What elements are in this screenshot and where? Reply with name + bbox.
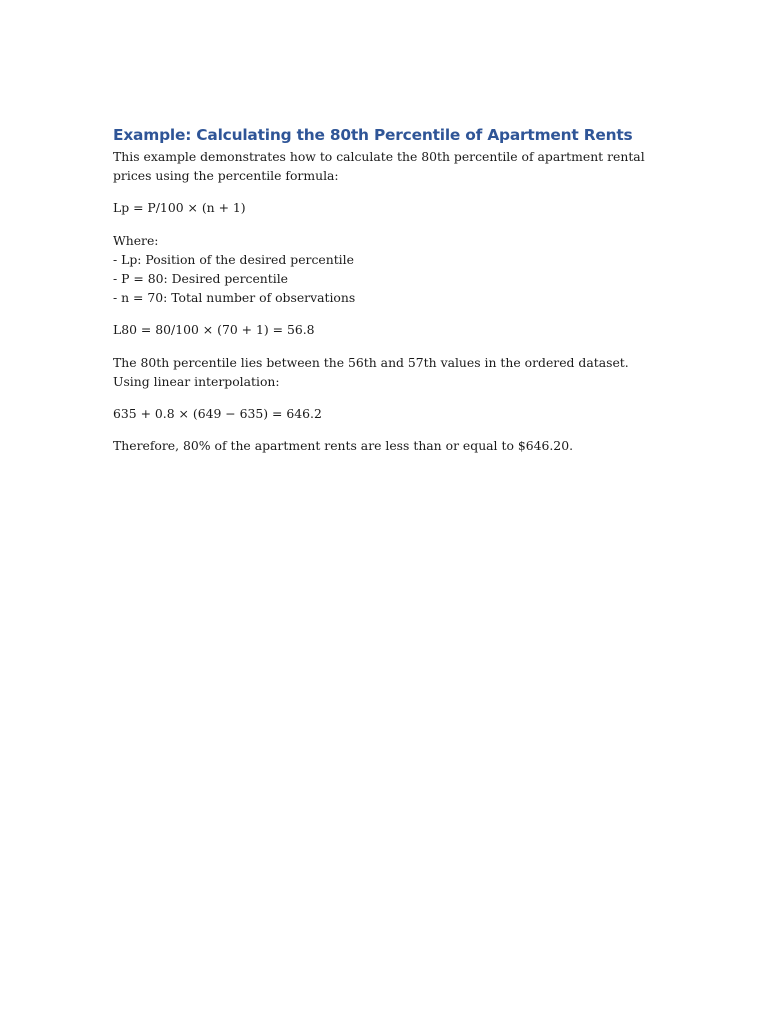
definition-p: - P = 80: Desired percentile — [113, 271, 288, 287]
document-title: Example: Calculating the 80th Percentile of Apartment Rents — [113, 126, 633, 144]
interpolation-paragraph: The 80th percentile lies between the 56th and 57th values in the ordered dataset. Using linear interpolation: — [113, 354, 629, 389]
definition-n: - n = 70: Total number of observations — [113, 290, 356, 306]
interpolation-formula: 635 + 0.8 × (649 − 635) = 646.2 — [113, 406, 322, 422]
percentile-formula: Lp = P/100 × (n + 1) — [113, 200, 246, 216]
position-calculation: L80 = 80/100 × (70 + 1) = 56.8 — [113, 322, 315, 338]
definition-lp: - Lp: Position of the desired percentile — [113, 251, 354, 267]
definitions-block — [113, 231, 653, 308]
intro-paragraph: This example demonstrates how to calculate the 80th percentile of apartment rental prices using the percentile formula: — [113, 149, 645, 184]
document-body — [113, 124, 653, 468]
conclusion-paragraph: Therefore, 80% of the apartment rents are less than or equal to $646.20. — [113, 438, 574, 454]
where-label: Where: — [113, 232, 159, 248]
